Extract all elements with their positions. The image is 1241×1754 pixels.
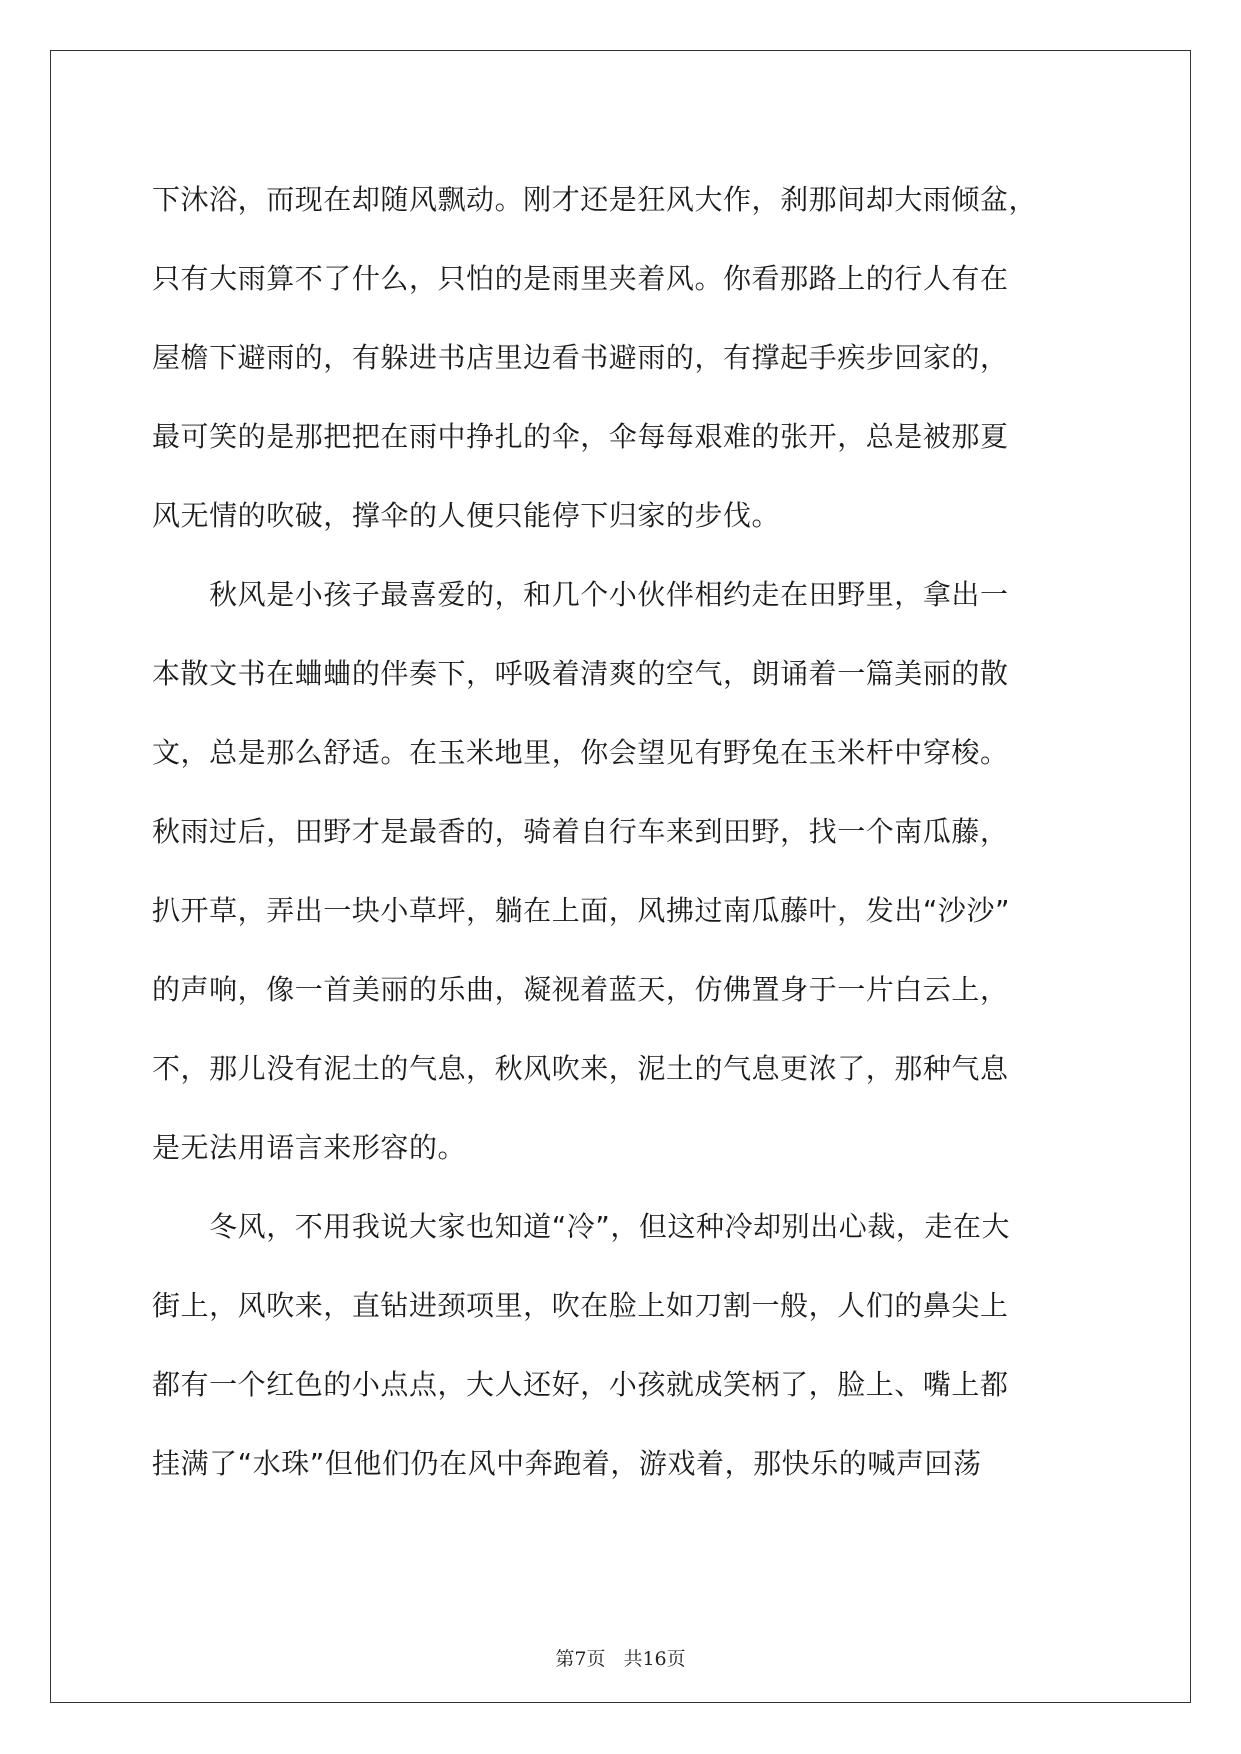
page-number: 第7页 (555, 1648, 606, 1670)
text-line: 屋檐下避雨的，有躲进书店里边看书避雨的，有撑起手疾步回家的， (152, 341, 1009, 374)
text-line: 秋风是小孩子最喜爱的，和几个小伙伴相约走在田野里，拿出一 (152, 578, 1009, 611)
text-line: 冬风，不用我说大家也知道“冷”，但这种冷却别出心裁，走在大 (152, 1210, 1011, 1243)
text-line: 街上，风吹来，直钻进颈项里，吹在脸上如刀割一般，人们的鼻尖上 (152, 1289, 1009, 1322)
text-line: 只有大雨算不了什么，只怕的是雨里夹着风。你看那路上的行人有在 (152, 262, 1009, 295)
text-line: 下沐浴，而现在却随风飘动。刚才还是狂风大作，刹那间却大雨倾盆， (152, 183, 1038, 216)
text-line: 秋雨过后，田野才是最香的，骑着自行车来到田野，找一个南瓜藤， (152, 815, 1009, 848)
text-line: 都有一个红色的小点点，大人还好，小孩就成笑柄了，脸上、嘴上都 (152, 1368, 1009, 1401)
page-footer (0, 1644, 1241, 1674)
text-line: 扒开草，弄出一块小草坪，躺在上面，风拂过南瓜藤叶，发出“沙沙” (152, 894, 1011, 927)
text-line: 文，总是那么舒适。在玉米地里，你会望见有野兔在玉米杆中穿梭。 (152, 736, 1009, 769)
text-line: 本散文书在蛐蛐的伴奏下，呼吸着清爽的空气，朗诵着一篇美丽的散 (152, 657, 1009, 690)
text-line: 最可笑的是那把把在雨中挣扎的伞，伞每每艰难的张开，总是被那夏 (152, 420, 1009, 453)
document-body (152, 160, 1088, 1503)
page-total: 共16页 (623, 1648, 686, 1670)
text-line: 是无法用语言来形容的。 (152, 1131, 467, 1164)
text-line: 的声响，像一首美丽的乐曲，凝视着蓝天，仿佛置身于一片白云上， (152, 973, 1009, 1006)
text-line: 风无情的吹破，撑伞的人便只能停下归家的步伐。 (152, 499, 781, 532)
text-line: 挂满了“水珠”但他们仍在风中奔跑着，游戏着，那快乐的喊声回荡 (152, 1447, 982, 1480)
text-line: 不，那儿没有泥土的气息，秋风吹来，泥土的气息更浓了，那种气息 (152, 1052, 1009, 1085)
